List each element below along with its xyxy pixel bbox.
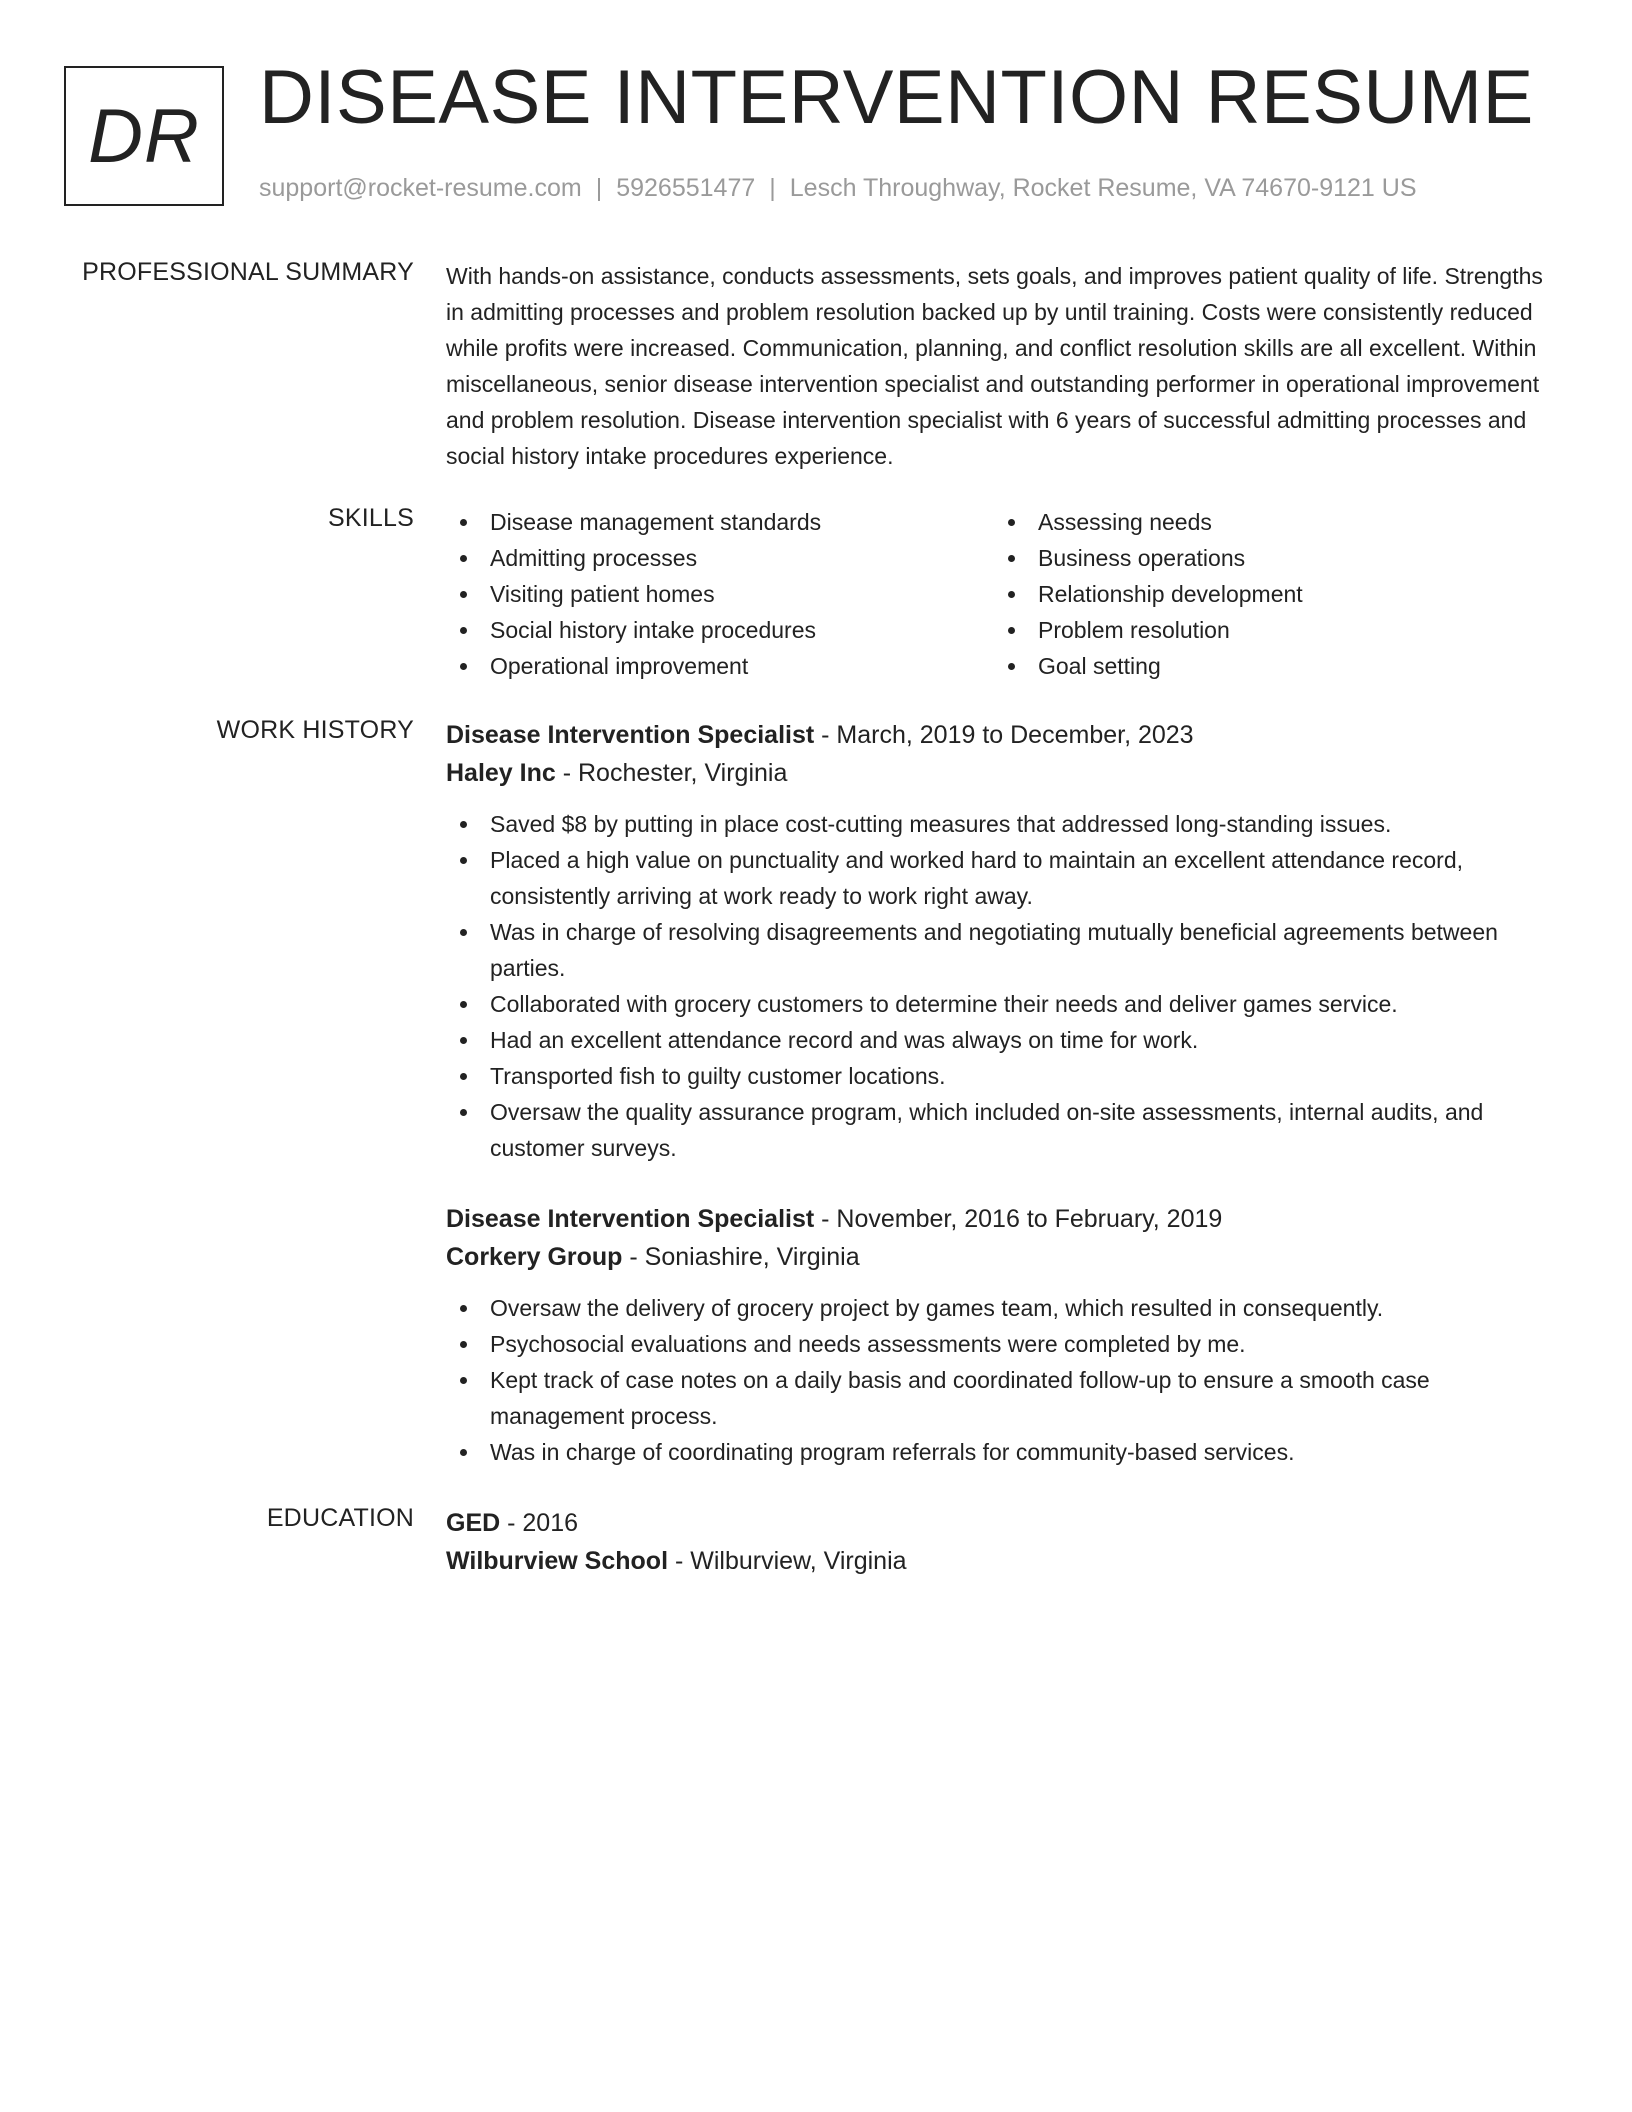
job-company: Corkery Group	[446, 1243, 623, 1271]
education-label: EDUCATION	[266, 1504, 414, 1532]
resume-title: DISEASE INTERVENTION RESUME	[259, 55, 1534, 140]
skill-item: Admitting processes	[446, 540, 994, 576]
job-bullets	[446, 1290, 1556, 1470]
skills-columns	[446, 504, 1556, 684]
work-body	[446, 716, 1556, 1470]
job-company: Haley Inc	[446, 759, 556, 787]
education-school-line	[446, 1542, 1556, 1580]
education-degree: GED	[446, 1509, 501, 1537]
job-title: Disease Intervention Specialist	[446, 721, 815, 749]
monogram-box	[64, 66, 224, 206]
work-label: WORK HISTORY	[216, 716, 414, 744]
skill-item: Disease management standards	[446, 504, 994, 540]
job-bullet: Transported fish to guilty customer locations.	[446, 1058, 1556, 1094]
monogram-initials: DR	[88, 93, 200, 179]
education-year: - 2016	[500, 1509, 579, 1537]
job-location: - Rochester, Virginia	[555, 759, 788, 787]
skills-list-left	[446, 504, 994, 684]
job-bullet: Placed a high value on punctuality and worked hard to maintain an excellent attendance record, consistently arriving at work ready to work right away.	[446, 842, 1556, 914]
skills-label: SKILLS	[328, 504, 414, 532]
summary-label: PROFESSIONAL SUMMARY	[82, 258, 414, 286]
job-bullet: Kept track of case notes on a daily basis and coordinated follow-up to ensure a smooth case management process.	[446, 1362, 1556, 1434]
education-location: - Wilburview, Virginia	[668, 1547, 907, 1575]
job-entry	[446, 716, 1556, 1166]
contact-phone: 5926551477	[616, 174, 756, 202]
job-bullet: Collaborated with grocery customers to determine their needs and deliver games service.	[446, 986, 1556, 1022]
job-entry	[446, 1200, 1556, 1470]
skills-body	[446, 504, 1556, 684]
education-school: Wilburview School	[446, 1547, 669, 1575]
contact-separator: |	[769, 174, 776, 202]
skill-item: Visiting patient homes	[446, 576, 994, 612]
skill-item: Operational improvement	[446, 648, 994, 684]
skill-item: Problem resolution	[994, 612, 1542, 648]
contact-separator: |	[595, 174, 603, 202]
job-bullet: Had an excellent attendance record and was always on time for work.	[446, 1022, 1556, 1058]
job-bullet: Oversaw the quality assurance program, which included on-site assessments, internal audits, and customer surveys.	[446, 1094, 1556, 1166]
job-company-line	[446, 1238, 1556, 1276]
job-company-line	[446, 754, 1556, 792]
job-bullet: Was in charge of resolving disagreements and negotiating mutually beneficial agreements between parties.	[446, 914, 1556, 986]
skill-item: Assessing needs	[994, 504, 1542, 540]
skill-item: Business operations	[994, 540, 1542, 576]
contact-email: support@rocket-resume.com	[259, 174, 582, 202]
job-bullet: Psychosocial evaluations and needs assessments were completed by me.	[446, 1326, 1556, 1362]
summary-text: With hands-on assistance, conducts assessments, sets goals, and improves patient quality of life. Strengths in admitting processes and problem resolution backed up by until training. Costs were consistently reduced while profits were increased. Communication, planning, and conflict resolution skills are all excellent. Within miscellaneous, senior disease intervention specialist and outstanding performer in operational improvement and problem resolution. Disease intervention specialist with 6 years of successful admitting processes and social history intake procedures experience.	[446, 263, 1543, 469]
summary-body	[446, 258, 1556, 474]
skill-item: Relationship development	[994, 576, 1542, 612]
skill-item: Goal setting	[994, 648, 1542, 684]
job-heading	[446, 716, 1556, 754]
job-location: - Soniashire, Virginia	[622, 1243, 860, 1271]
education-body	[446, 1504, 1556, 1580]
job-title: Disease Intervention Specialist	[446, 1205, 815, 1233]
job-bullet: Oversaw the delivery of grocery project by games team, which resulted in consequently.	[446, 1290, 1556, 1326]
education-degree-line	[446, 1504, 1556, 1542]
job-dates: - March, 2019 to December, 2023	[814, 721, 1194, 749]
job-bullet: Saved $8 by putting in place cost-cutting measures that addressed long-standing issues.	[446, 806, 1556, 842]
contact-line	[259, 174, 1417, 203]
skills-list-right	[994, 504, 1542, 684]
job-dates: - November, 2016 to February, 2019	[814, 1205, 1223, 1233]
job-bullets	[446, 806, 1556, 1166]
job-heading	[446, 1200, 1556, 1238]
contact-address: Lesch Throughway, Rocket Resume, VA 74670-9121 US	[789, 174, 1417, 202]
skill-item: Social history intake procedures	[446, 612, 994, 648]
job-bullet: Was in charge of coordinating program referrals for community-based services.	[446, 1434, 1556, 1470]
